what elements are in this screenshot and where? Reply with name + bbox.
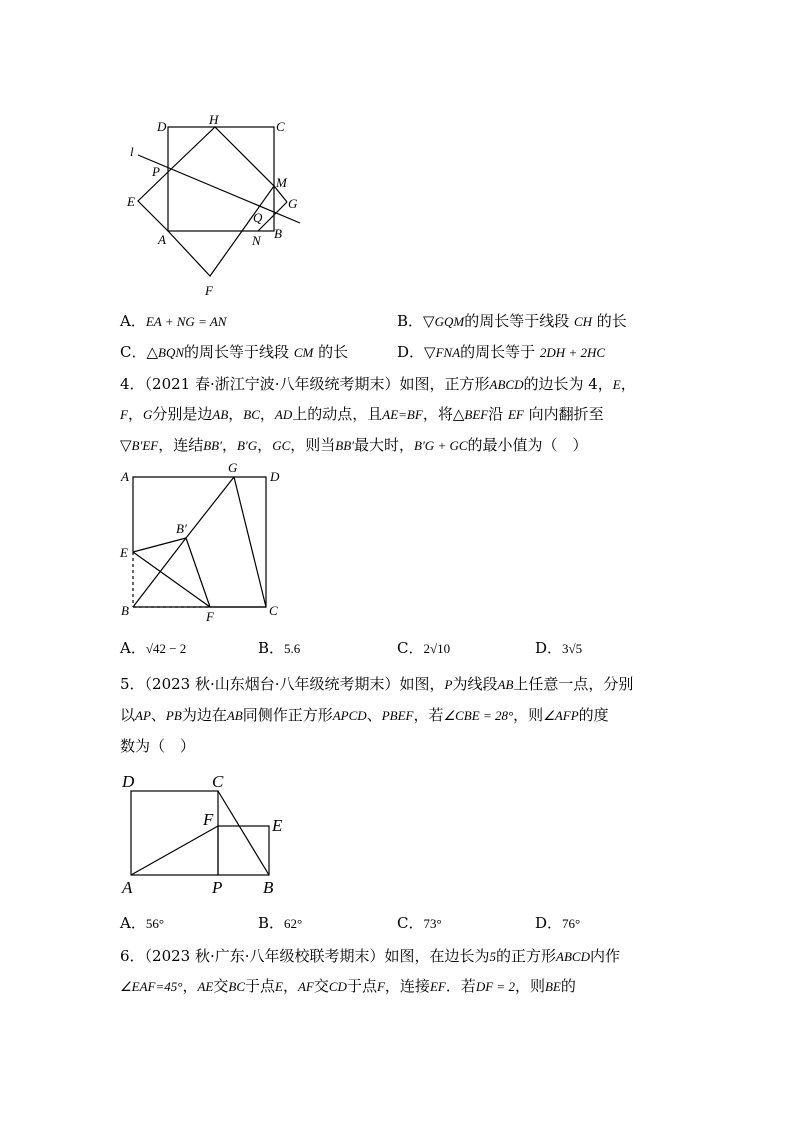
label-g: G [228, 460, 238, 475]
label-b-prime: B′ [176, 521, 187, 536]
option-math: 2DH + 2HC [539, 345, 606, 360]
triangle-symbol: ▽ [424, 343, 436, 361]
option-letter: C． [120, 343, 147, 361]
option-text: 的周长等于 [460, 343, 540, 361]
option-math: CM [293, 345, 314, 360]
figure-q4 [110, 460, 290, 625]
q3-option-b[interactable] [397, 311, 627, 332]
q4-option-a[interactable]: A．√42 − 2 [120, 639, 187, 657]
label-l: l [130, 144, 134, 159]
option-math: BQN [158, 345, 185, 360]
option-math: CH [573, 314, 593, 329]
q6-line-2: ∠EAF=45°，AE交BC于点E，AF交CD于点F，连接EF．若DF = 2，则BE的 [120, 977, 576, 995]
figure-q5 [115, 765, 295, 900]
label-b: B [274, 226, 282, 241]
label-a: A [121, 469, 129, 484]
label-f: F [206, 609, 214, 624]
q4-option-c[interactable]: C．2√10 [397, 639, 451, 657]
q5-line-3: 数为（ ） [120, 737, 196, 755]
q4-line-2: F，G分别是边AB，BC，AD上的动点，且AE=BF，将△BEF沿 EF 向内翻折至 [120, 405, 604, 423]
label-e: E [127, 194, 135, 209]
option-math: FNA [435, 345, 461, 360]
q4-option-d[interactable]: D．3√5 [535, 639, 583, 657]
q5-option-a[interactable]: A．56° [120, 914, 165, 932]
q4-line-1: 4．（2021 春·浙江宁波·八年级统考期末）如图，正方形ABCD的边长为 4，E， [120, 375, 636, 393]
label-d: D [270, 469, 280, 484]
label-b: B [263, 878, 274, 897]
label-a: A [158, 232, 166, 247]
label-d: D [157, 119, 167, 134]
option-letter: D． [397, 343, 425, 361]
label-g: G [288, 196, 298, 211]
q4-option-b[interactable]: B．5.6 [258, 639, 301, 657]
label-h: H [209, 112, 219, 127]
label-b: B [121, 603, 129, 618]
option-text: 的长 [592, 312, 627, 330]
q5-line-1: 5．（2023 秋·山东烟台·八年级统考期末）如图，P为线段AB上任意一点，分别 [120, 675, 634, 693]
label-c: C [276, 119, 285, 134]
label-e: E [272, 816, 283, 835]
option-letter: A． [120, 312, 146, 330]
square-ahmf [138, 127, 274, 276]
q4-line-3: ▽B′EF，连结BB′，B′G，GC，则当BB′最大时，B′G + GC的最小值为（ ） [120, 436, 588, 454]
option-letter: B． [397, 312, 424, 330]
option-text: 的周长等于线段 [184, 343, 294, 361]
option-math: EA + NG = AN [145, 314, 227, 329]
option-text: 的周长等于线段 [464, 312, 574, 330]
label-q: Q [253, 210, 263, 225]
figure-q3 [110, 105, 310, 298]
label-f: F [205, 283, 213, 298]
q3-option-c[interactable] [120, 342, 348, 363]
q3-option-d[interactable] [397, 342, 605, 363]
q6-line-1: 6．（2023 秋·广东·八年级校联考期末）如图，在边长为5的正方形ABCD内作 [120, 947, 621, 965]
label-n: N [252, 233, 261, 248]
label-c: C [269, 603, 278, 618]
q5-line-2: 以AP、PB为边在AB同侧作正方形APCD、PBEF，若∠CBE = 28°，则∠AFP的度 [120, 706, 609, 724]
label-p: P [212, 878, 223, 897]
label-p: P [152, 164, 160, 179]
label-d: D [122, 772, 135, 791]
q5-option-d[interactable]: D．76° [535, 914, 581, 932]
label-a: A [122, 878, 133, 897]
q3-option-a[interactable] [120, 311, 226, 332]
option-math: GQM [434, 314, 465, 329]
triangle-symbol: ▽ [423, 312, 435, 330]
triangle-symbol: △ [146, 343, 159, 361]
option-text: 的长 [313, 343, 349, 361]
label-f: F [203, 810, 214, 829]
label-c: C [212, 772, 224, 791]
label-m: M [276, 175, 287, 190]
q5-option-b[interactable]: B．62° [258, 914, 303, 932]
label-e: E [120, 545, 128, 560]
q5-option-c[interactable]: C．73° [397, 914, 442, 932]
